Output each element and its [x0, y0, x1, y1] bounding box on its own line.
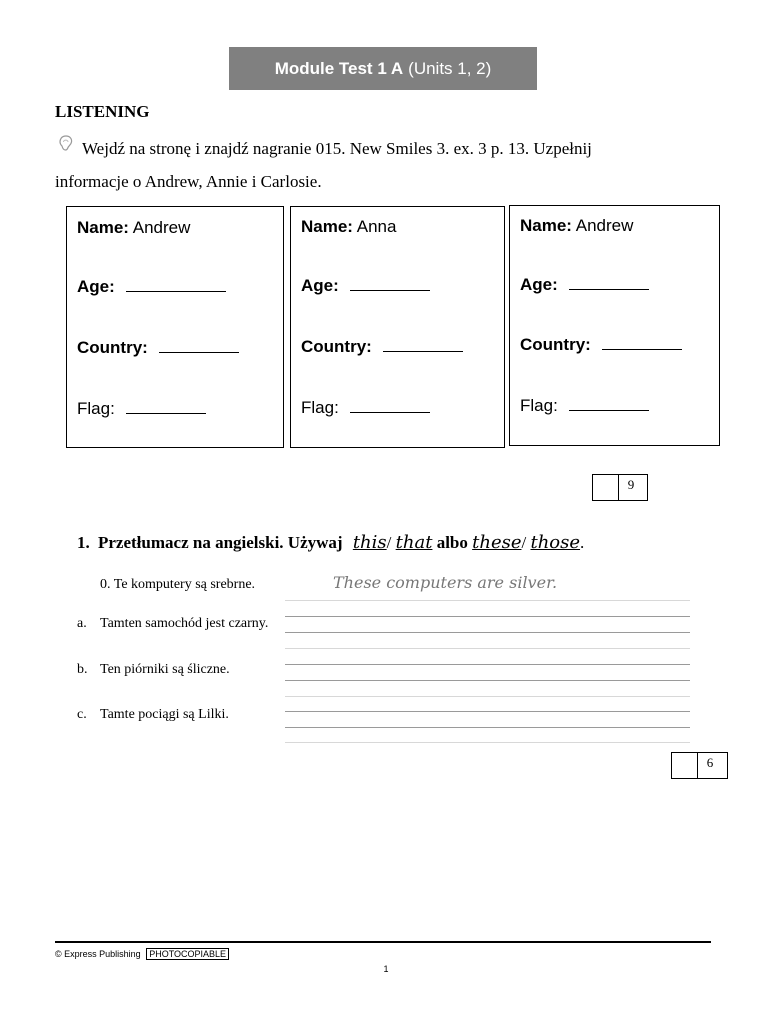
- module-title-bar: [229, 47, 537, 90]
- listening-instruction-line1: Wejdź na stronę i znajdź nagranie 015. New Smiles 3. ex. 3 p. 13. Uzpełnij: [82, 139, 592, 158]
- task1-score-box: [671, 752, 728, 779]
- country-label: Country:: [301, 337, 372, 356]
- name-value: Andrew: [132, 218, 191, 237]
- name-row: [77, 218, 190, 238]
- age-label: Age:: [301, 276, 339, 295]
- rule-faint: [285, 696, 690, 697]
- person-card-3: [509, 205, 720, 446]
- item-b-text: Ten piórniki są śliczne.: [100, 662, 230, 677]
- age-label: Age:: [77, 277, 115, 296]
- country-blank[interactable]: [159, 338, 239, 353]
- country-blank[interactable]: [383, 337, 463, 352]
- task1-number: 1.: [77, 533, 90, 552]
- task1-heading: [77, 532, 584, 553]
- name-label: Name:: [520, 216, 572, 235]
- flag-row: [520, 396, 649, 416]
- rule-faint: [285, 648, 690, 649]
- answer-line-b2[interactable]: [285, 680, 690, 681]
- item-a-text: Tamten samochód jest czarny.: [100, 616, 269, 631]
- photocopiable-badge: PHOTOCOPIABLE: [146, 948, 229, 960]
- flag-label: Flag:: [301, 398, 339, 417]
- item-c-letter: c.: [77, 707, 87, 722]
- name-row: [301, 217, 396, 237]
- answer-line-a2[interactable]: [285, 632, 690, 633]
- slash: /: [521, 533, 527, 552]
- item-b-letter: b.: [77, 662, 88, 677]
- age-row: [77, 277, 226, 297]
- listening-instruction-line2: informacje o Andrew, Annie i Carlosie.: [55, 172, 322, 191]
- example-rule: [285, 600, 690, 601]
- module-units: (Units 1, 2): [408, 58, 492, 78]
- country-row: [520, 335, 682, 355]
- item-c-text: Tamte pociągi są Lilki.: [100, 707, 229, 722]
- copyright-text: © Express Publishing: [55, 949, 141, 959]
- flag-blank[interactable]: [350, 398, 430, 413]
- task1-instruction: Przetłumacz na angielski. Używaj: [98, 533, 343, 552]
- rule-faint: [285, 742, 690, 743]
- flag-label: Flag:: [77, 399, 115, 418]
- footer-copyright: [55, 949, 229, 959]
- flag-label: Flag:: [520, 396, 558, 415]
- age-row: [520, 275, 649, 295]
- person-card-1: [66, 206, 284, 448]
- connector-albo: albo: [436, 533, 468, 552]
- country-label: Country:: [77, 338, 148, 357]
- flag-blank[interactable]: [569, 396, 649, 411]
- flag-row: [301, 398, 430, 418]
- page-number: 1: [383, 964, 389, 974]
- age-blank[interactable]: [569, 275, 649, 290]
- example-answer: These computers are silver.: [333, 573, 558, 592]
- word-this: this: [352, 532, 387, 553]
- word-that: that: [395, 532, 433, 553]
- person-card-2: [290, 206, 505, 448]
- score-max: 9: [618, 475, 643, 500]
- answer-line-c2[interactable]: [285, 727, 690, 728]
- country-row: [77, 338, 239, 358]
- slash: /: [386, 533, 392, 552]
- age-row: [301, 276, 430, 296]
- word-these: these: [472, 532, 522, 553]
- age-label: Age:: [520, 275, 558, 294]
- word-those: those: [530, 532, 581, 553]
- name-label: Name:: [301, 217, 353, 236]
- name-value: Andrew: [575, 216, 634, 235]
- score-input-cell[interactable]: [593, 475, 618, 500]
- answer-line-c[interactable]: [285, 711, 690, 712]
- flag-blank[interactable]: [126, 399, 206, 414]
- listening-heading: LISTENING: [55, 102, 150, 121]
- audio-icon: [57, 134, 75, 152]
- age-blank[interactable]: [350, 276, 430, 291]
- end-period: .: [580, 533, 585, 552]
- name-value: Anna: [356, 217, 397, 236]
- example-prompt: 0. Te komputery są srebrne.: [100, 577, 256, 592]
- module-title: Module Test 1 A: [274, 58, 404, 78]
- answer-line-a[interactable]: [285, 616, 690, 617]
- country-row: [301, 337, 463, 357]
- age-blank[interactable]: [126, 277, 226, 292]
- country-label: Country:: [520, 335, 591, 354]
- name-label: Name:: [77, 218, 129, 237]
- item-a-letter: a.: [77, 616, 87, 631]
- listening-score-box: [592, 474, 648, 501]
- flag-row: [77, 399, 206, 419]
- answer-line-b[interactable]: [285, 664, 690, 665]
- name-row: [520, 216, 633, 236]
- score-max: 6: [697, 753, 722, 778]
- country-blank[interactable]: [602, 335, 682, 350]
- footer-rule: [55, 941, 711, 943]
- score-input-cell[interactable]: [672, 753, 697, 778]
